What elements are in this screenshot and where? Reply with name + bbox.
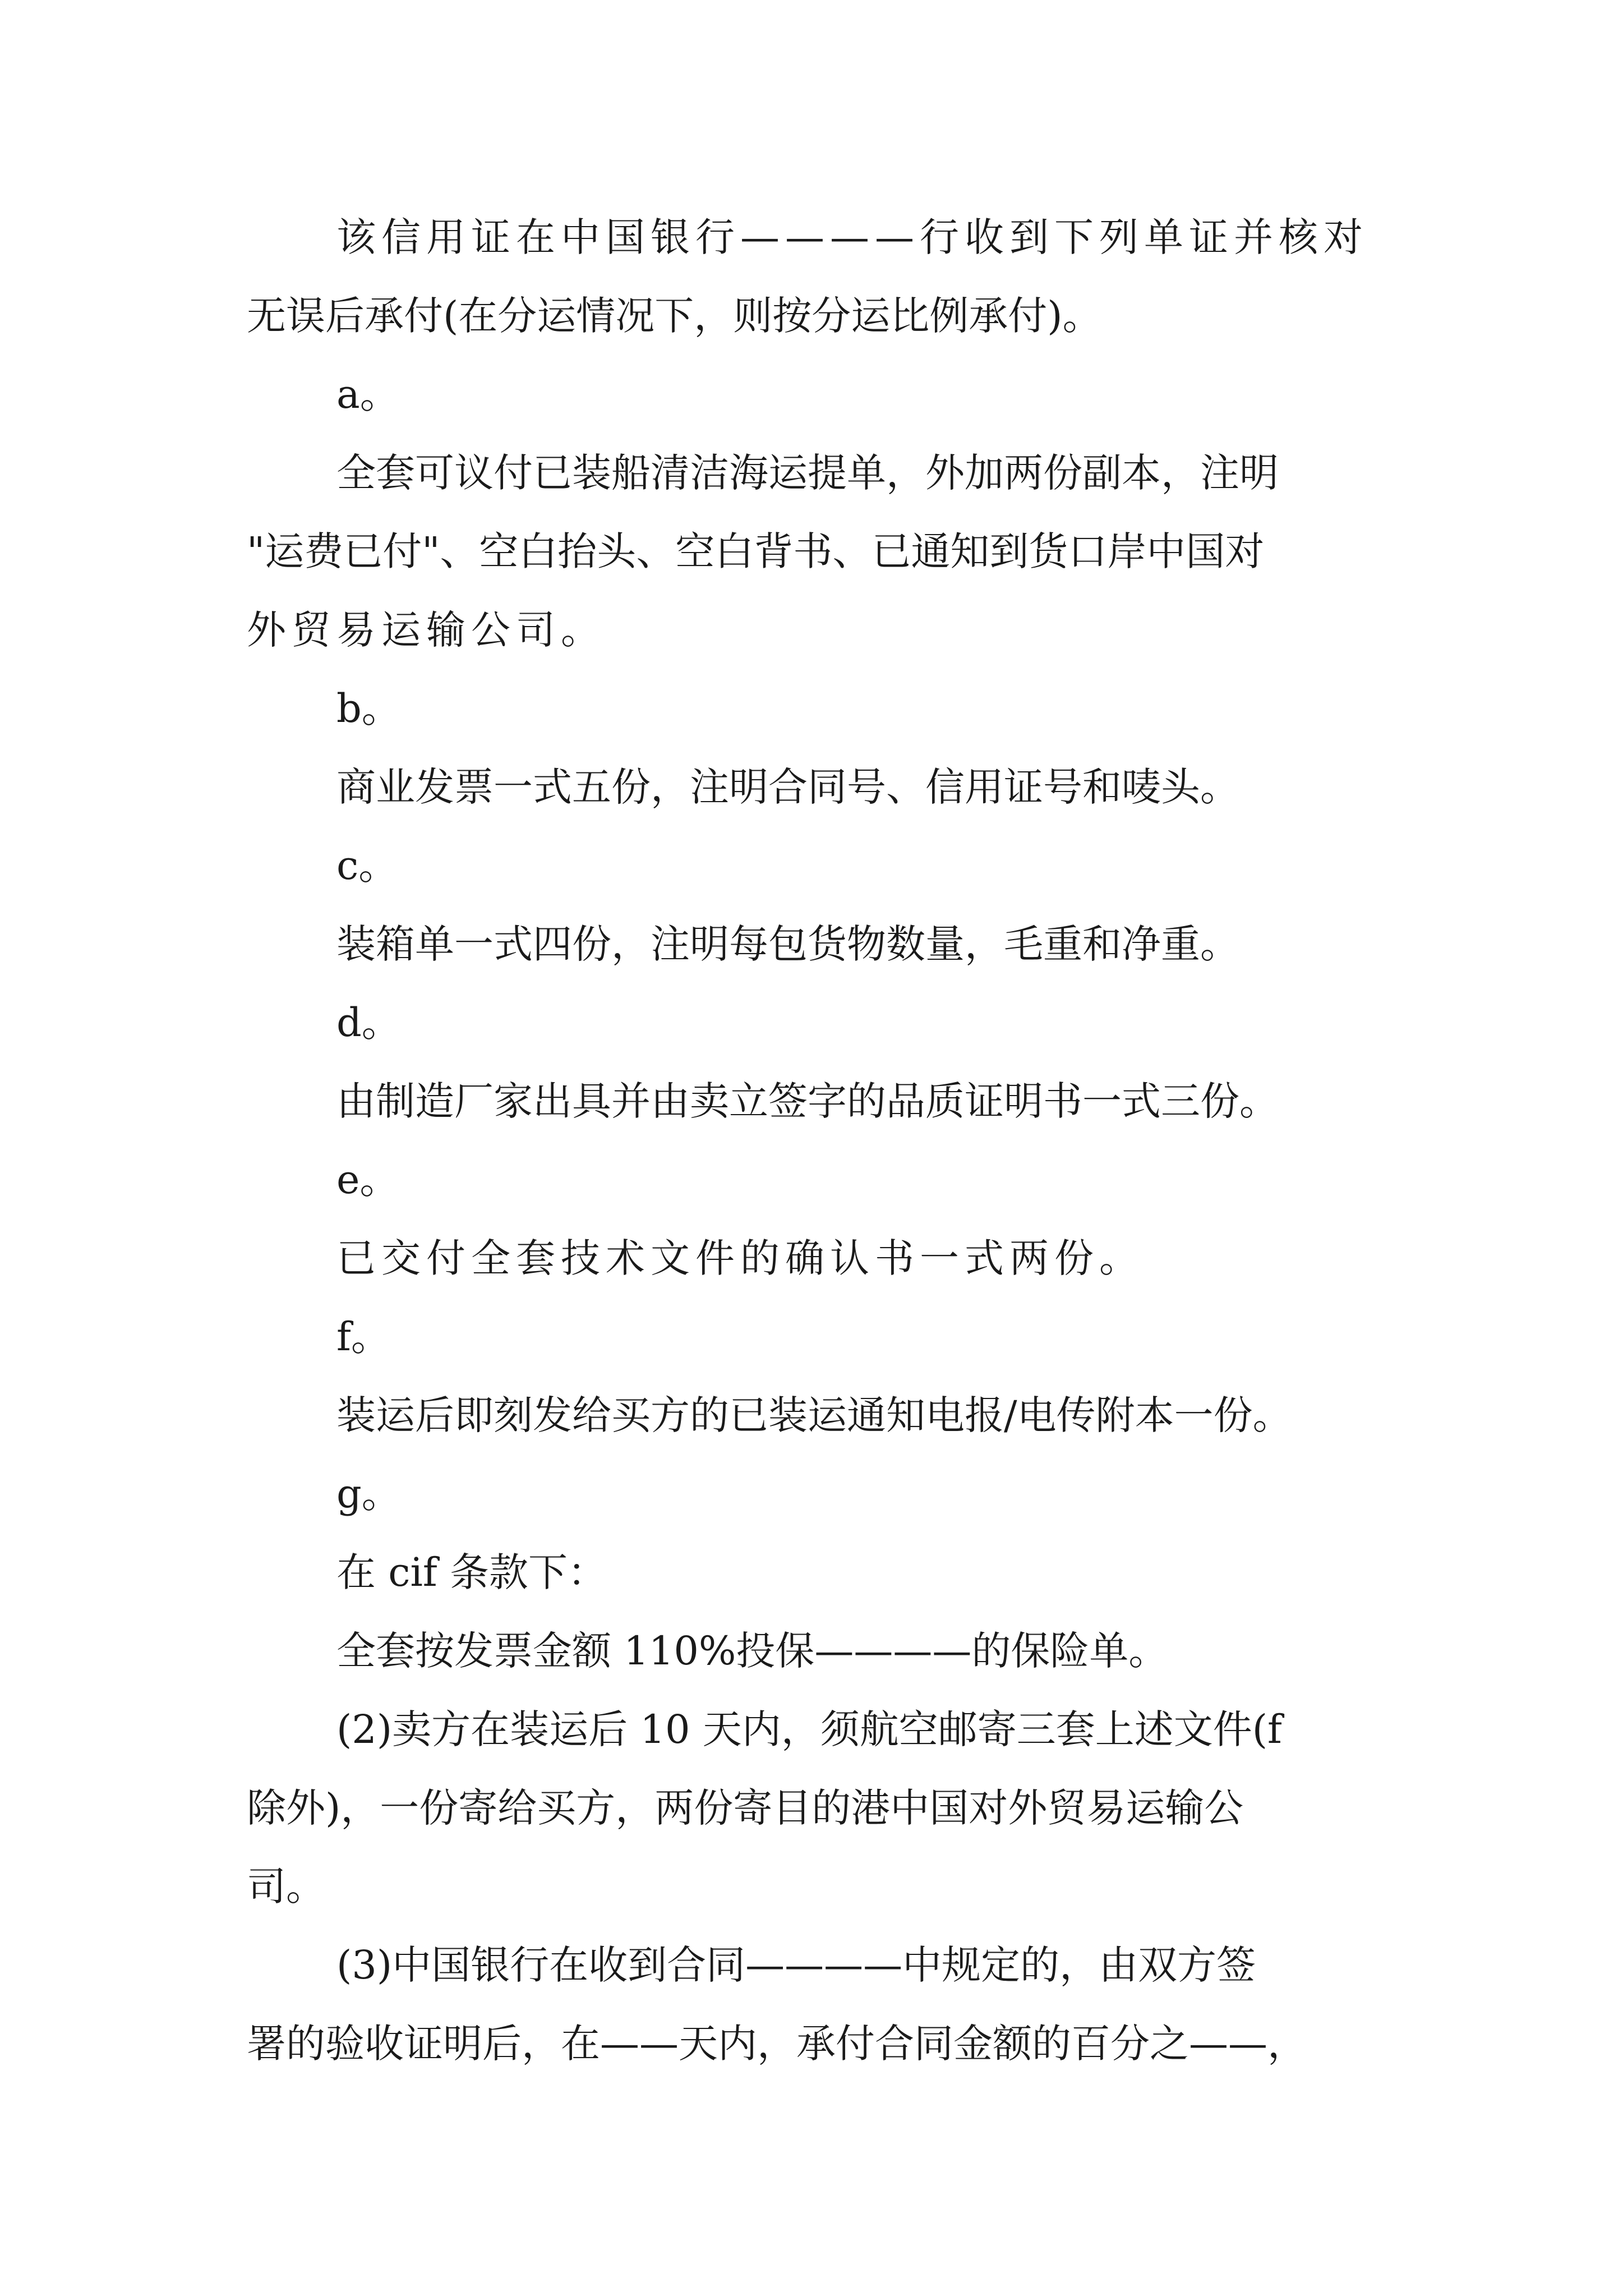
paragraph-line: 无误后承付(在分运情况下，则按分运比例承付)。: [247, 293, 1102, 339]
paragraph-line: (3)中国银行在收到合同————中规定的，由双方签: [336, 1942, 1256, 1988]
item-label-f: f。: [336, 1314, 390, 1360]
item-label-d: d。: [336, 1000, 401, 1046]
paragraph-line: 司。: [247, 1864, 325, 1910]
item-label-b: b。: [336, 685, 401, 731]
paragraph-line: 装箱单一式四份，注明每包货物数量，毛重和净重。: [336, 921, 1239, 967]
paragraph-line: 外贸易运输公司。: [247, 607, 606, 653]
item-label-e: e。: [336, 1157, 399, 1203]
paragraph-line: "运费已付"、空白抬头、空白背书、已通知到货口岸中国对: [247, 528, 1265, 574]
item-label-a: a。: [336, 371, 399, 417]
paragraph-line: 该信用证在中国银行————行收到下列单证并核对: [336, 214, 1368, 260]
item-label-g: g。: [336, 1471, 401, 1517]
item-label-c: c。: [336, 843, 398, 889]
paragraph-line: 除外)，一份寄给买方，两份寄目的港中国对外贸易运输公: [247, 1785, 1244, 1831]
paragraph-line: 已交付全套技术文件的确认书一式两份。: [336, 1235, 1144, 1281]
paragraph-line: 全套可议付已装船清洁海运提单，外加两份副本，注明: [336, 450, 1279, 496]
paragraph-line: (2)卖方在装运后 10 天内，须航空邮寄三套上述文件(f: [336, 1706, 1282, 1752]
paragraph-line: 全套按发票金额 110%投保————的保险单。: [336, 1628, 1168, 1674]
paragraph-line: 在 cif 条款下：: [336, 1549, 607, 1595]
paragraph-line: 装运后即刻发给买方的已装运通知电报/电传附本一份。: [336, 1392, 1292, 1438]
paragraph-line: 由制造厂家出具并由卖立签字的品质证明书一式三份。: [336, 1078, 1279, 1124]
paragraph-line: 署的验收证明后，在——天内，承付合同金额的百分之——，: [247, 2021, 1307, 2067]
paragraph-line: 商业发票一式五份，注明合同号、信用证号和唛头。: [336, 764, 1239, 810]
